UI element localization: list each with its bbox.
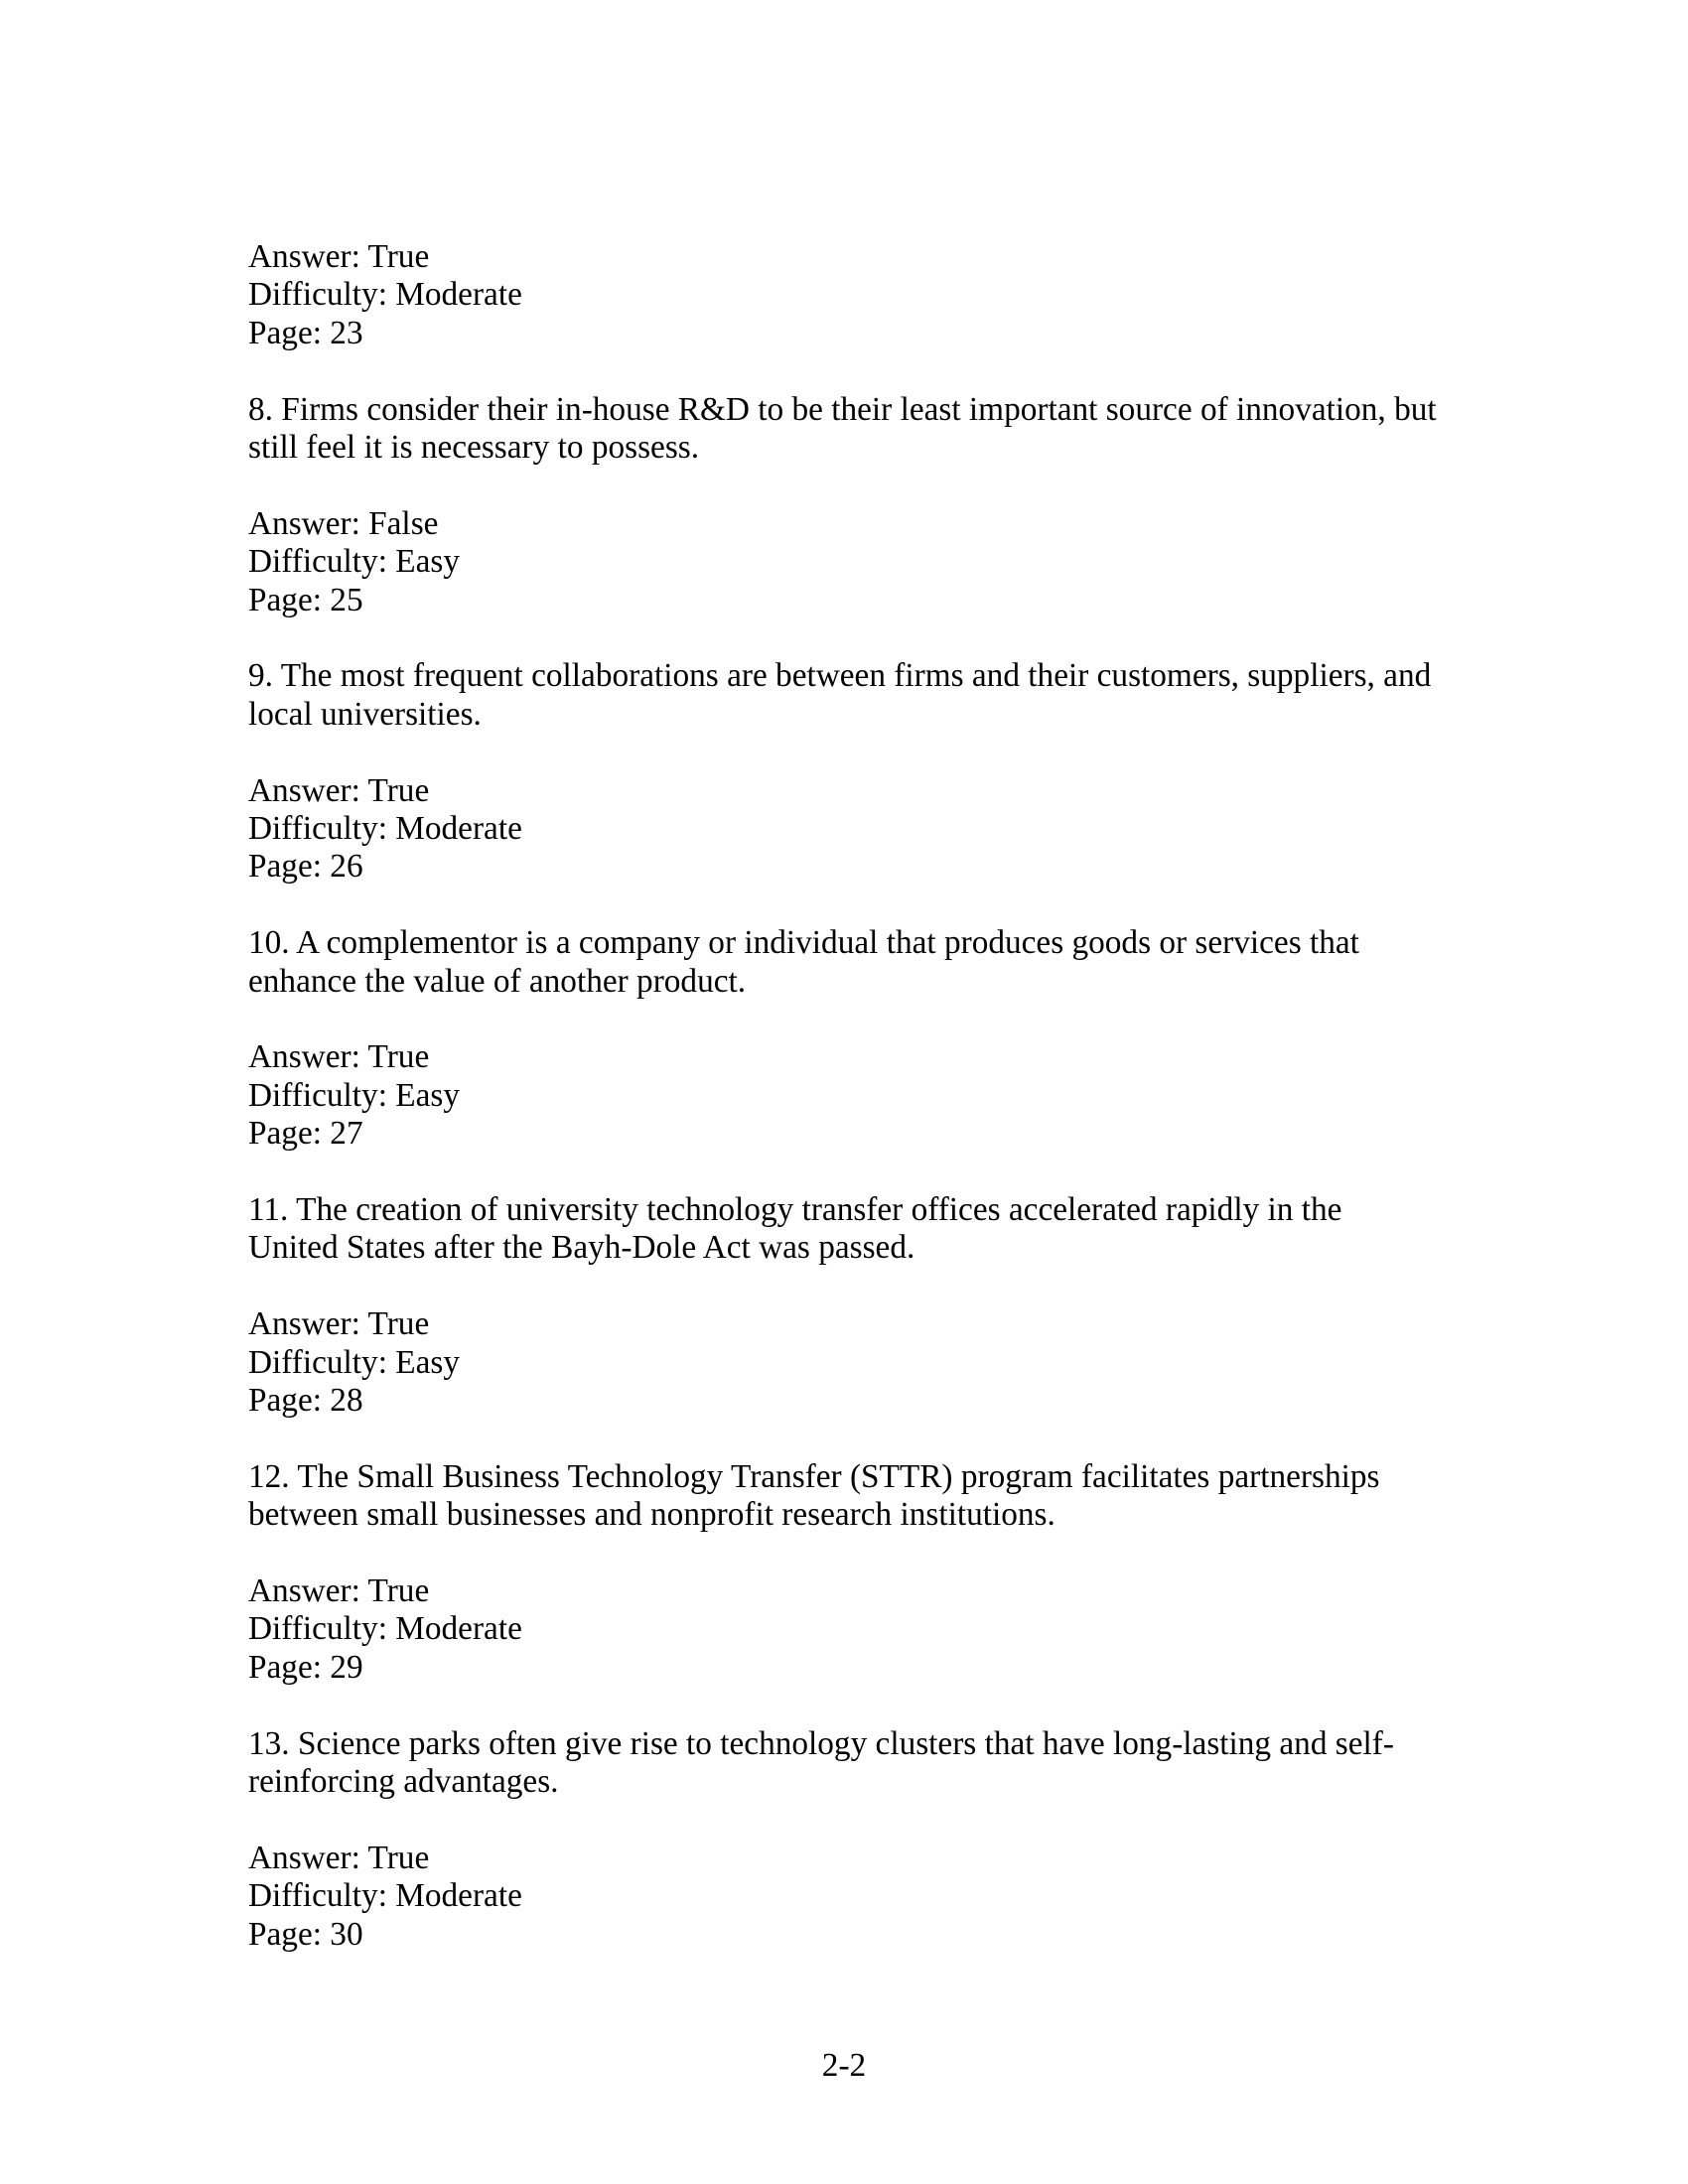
question-block — [248, 1725, 1450, 1802]
question-text-line: enhance the value of another product. — [248, 962, 747, 1000]
question-block — [248, 1458, 1450, 1535]
question-block — [248, 657, 1450, 734]
page-ref-line: Page: 30 — [248, 1915, 363, 1953]
answer-value-line: Answer: True — [248, 1839, 430, 1876]
page-ref-line: Page: 26 — [248, 848, 363, 886]
question-text-line: 11. The creation of university technology transfer offices accelerated rapidly in the — [248, 1191, 1342, 1229]
answer-value-line: Answer: True — [248, 1572, 430, 1610]
question-block — [248, 924, 1450, 1001]
answer-block — [248, 1572, 1450, 1687]
question-text-line: between small businesses and nonprofit research institutions. — [248, 1496, 1055, 1534]
difficulty-line: Difficulty: Easy — [248, 1076, 460, 1114]
question-text-line: reinforcing advantages. — [248, 1763, 559, 1801]
difficulty-line: Difficulty: Moderate — [248, 1877, 522, 1915]
page-ref-line: Page: 29 — [248, 1648, 363, 1686]
difficulty-line: Difficulty: Easy — [248, 543, 460, 581]
difficulty-line: Difficulty: Moderate — [248, 276, 522, 314]
answer-block — [248, 1038, 1450, 1153]
answer-block — [248, 505, 1450, 619]
question-text-line: 9. The most frequent collaborations are between firms and their customers, suppliers, and — [248, 657, 1432, 695]
difficulty-line: Difficulty: Easy — [248, 1343, 460, 1381]
question-text-line: 12. The Small Business Technology Transfer (STTR) program facilitates partnerships — [248, 1457, 1380, 1495]
answer-value-line: Answer: True — [248, 1305, 430, 1343]
question-block — [248, 1191, 1450, 1268]
difficulty-line: Difficulty: Moderate — [248, 810, 522, 848]
answer-value-line: Answer: False — [248, 504, 439, 542]
answer-value-line: Answer: True — [248, 238, 430, 275]
page-ref-line: Page: 27 — [248, 1115, 363, 1153]
answer-block — [248, 772, 1450, 887]
answer-value-line: Answer: True — [248, 1038, 430, 1076]
difficulty-line: Difficulty: Moderate — [248, 1610, 522, 1648]
answer-block — [248, 1305, 1450, 1420]
question-text-line: 10. A complementor is a company or individual that produces goods or services that — [248, 924, 1359, 962]
question-text-line: 8. Firms consider their in-house R&D to be their least important source of innovation, but — [248, 390, 1437, 428]
question-text-line: 13. Science parks often give rise to technology clusters that have long-lasting and self- — [248, 1724, 1394, 1762]
document-page — [248, 238, 1450, 1991]
question-text-line: still feel it is necessary to possess. — [248, 429, 700, 467]
page-ref-line: Page: 25 — [248, 581, 363, 618]
question-text-line: United States after the Bayh-Dole Act was passed. — [248, 1229, 915, 1267]
page-ref-line: Page: 28 — [248, 1382, 363, 1420]
answer-block — [248, 238, 1450, 352]
answer-value-line: Answer: True — [248, 771, 430, 809]
page-ref-line: Page: 23 — [248, 314, 363, 351]
question-text-line: local universities. — [248, 695, 482, 733]
answer-block — [248, 1840, 1450, 1954]
page-footer: 2-2 — [821, 2047, 867, 2084]
question-block — [248, 391, 1450, 468]
